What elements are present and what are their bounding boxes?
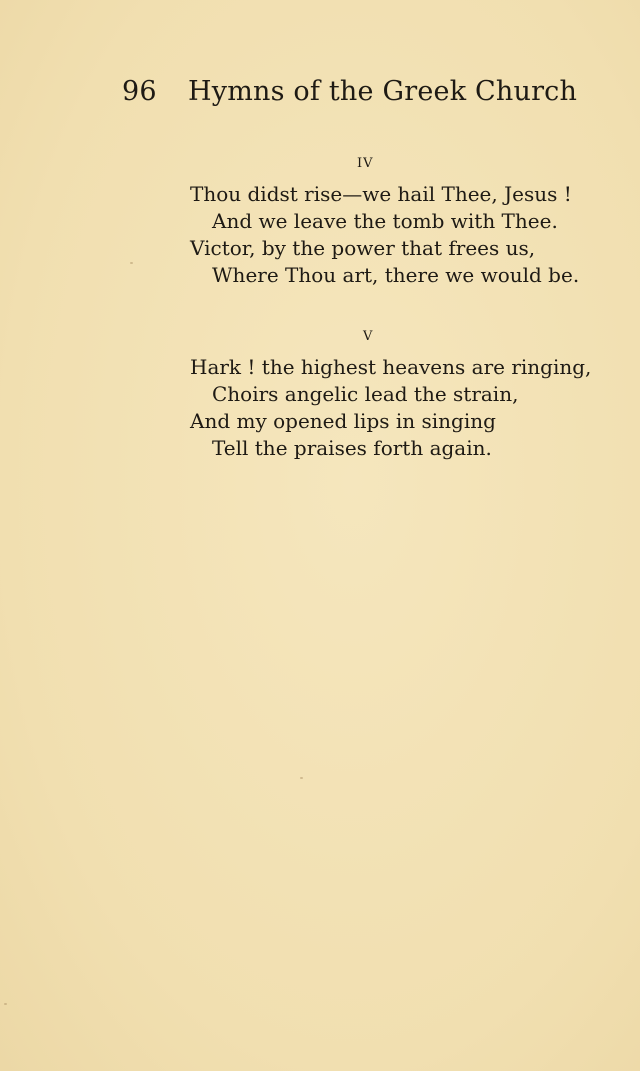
- verse-line: Thou didst rise—we hail Thee, Jesus !: [190, 182, 572, 206]
- page-number: 96: [122, 76, 157, 107]
- stanza-v: [190, 354, 590, 462]
- paper-speck: [300, 777, 303, 779]
- section-numeral-v: V: [363, 329, 374, 344]
- paper-speck: [4, 1003, 7, 1005]
- verse-line: And my opened lips in singing: [190, 409, 496, 433]
- stanza-iv: [190, 181, 590, 289]
- verse-line: Where Thou art, there we would be.: [212, 263, 580, 287]
- verse-line: Tell the praises forth again.: [212, 436, 492, 460]
- verse-line: Choirs angelic lead the strain,: [212, 382, 519, 406]
- running-head: [122, 76, 578, 112]
- verse-line: Victor, by the power that frees us,: [190, 236, 536, 260]
- book-title: Hymns of the Greek Church: [188, 76, 578, 107]
- section-numeral-iv: IV: [357, 156, 374, 171]
- verse-line: And we leave the tomb with Thee.: [212, 209, 558, 233]
- paper-speck: [130, 262, 133, 264]
- verse-line: Hark ! the highest heavens are ringing,: [190, 355, 592, 379]
